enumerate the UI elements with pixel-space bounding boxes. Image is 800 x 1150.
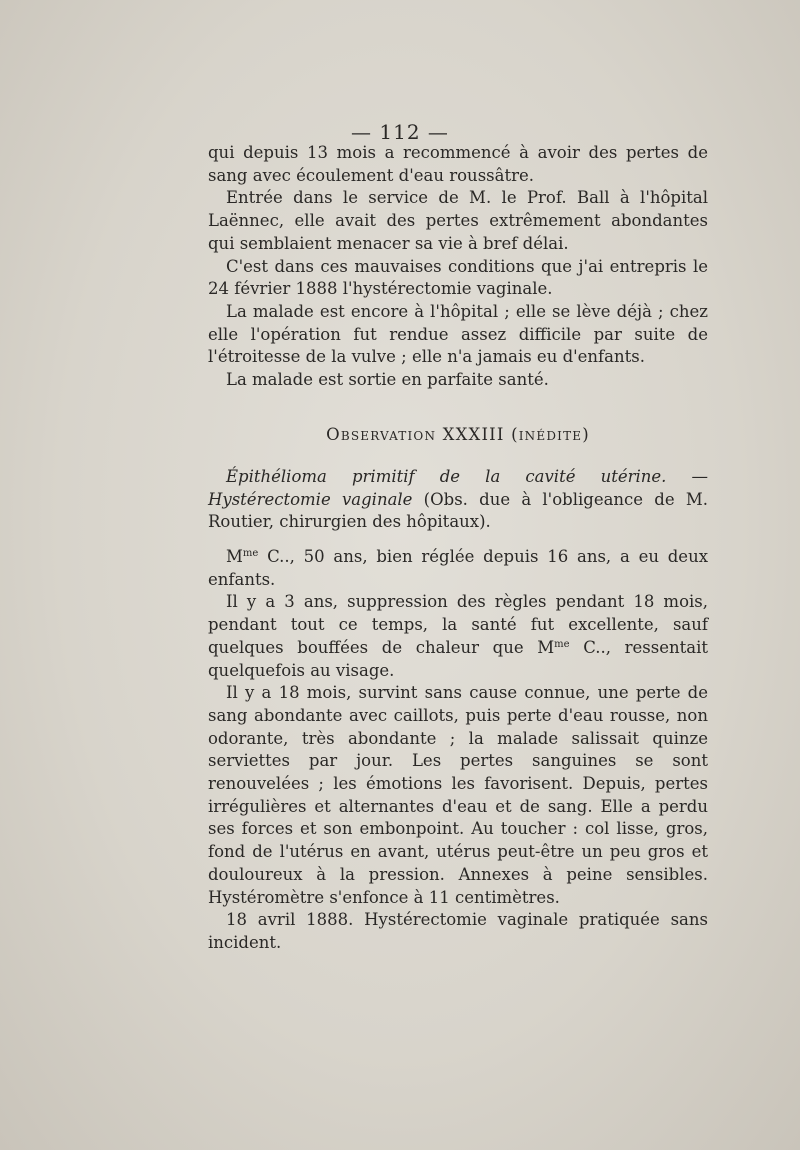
observation-heading: [208, 425, 708, 444]
paragraph: qui depuis 13 mois a recommencé à avoir des pertes de sang avec écoulement d'eau roussâtre.: [208, 143, 708, 185]
paragraph: Il y a 18 mois, survint sans cause connue, une perte de sang abondante avec caillots, puis perte d'eau rousse, non odorante, très abondante ; la malade salissait quinze serviettes par jour. Les pertes sanguines se sont renouvelées ; les émotions les favorisent. Depuis, pertes irrégulières et alternantes d'eau et de sang. Elle a perdu ses forces et son embonpoint. Au toucher : col lisse, gros, fond de l'utérus en avant, utérus peut-être un peu gros et douloureux à la pression. Annexes à peine sensibles. Hystéromètre s'enfonce à 11 centimètres.: [208, 683, 708, 907]
paragraph-text: Il y a 3 ans, suppression des règles pendant 18 mois, pendant tout ce temps, la santé fut excellente, sauf quelques bouffées de chaleur que M: [208, 592, 708, 657]
paragraph: 18 avril 1888. Hystérectomie vaginale pratiquée sans incident.: [208, 910, 708, 952]
paragraph: La malade est sortie en parfaite santé.: [226, 370, 549, 390]
page-number: — 112 —: [351, 120, 449, 144]
paragraph-text: C.., 50 ans, bien réglée depuis 16 ans, a eu deux enfants.: [208, 547, 708, 589]
paragraph: [208, 546, 708, 591]
honorific-sup: me: [554, 638, 570, 650]
paragraph: [208, 591, 708, 682]
observation-status: (inédite): [511, 425, 590, 444]
observation-number: XXXIII: [442, 425, 505, 444]
intro-text: [208, 142, 708, 392]
paragraph-text: C.., ressentait quelquefois au visage.: [208, 637, 708, 680]
observation-source-suffix: , chirurgien des hôpitaux).: [268, 512, 491, 532]
honorific-sup: me: [242, 548, 259, 559]
observation-source-prefix: (Obs. due à l'obligeance de M.: [412, 489, 708, 509]
observation-title-italic: Épithélioma primitif de la cavité utérine. — Hystérectomie vaginale: [208, 467, 708, 509]
case-text: [208, 546, 708, 955]
observation-label: Observation: [326, 425, 437, 444]
paragraph: La malade est encore à l'hôpital ; elle se lève déjà ; chez elle l'opération fut rendue assez difficile par suite de l'étroitesse de la vulve ; elle n'a jamais eu d'enfants.: [208, 301, 708, 367]
observation-source-author: Routier: [208, 512, 269, 532]
paragraph: Entrée dans le service de M. le Prof. Ball à l'hôpital Laënnec, elle avait des pertes extrêmement abondantes qui semblaient menacer sa vie à bref délai.: [208, 188, 708, 253]
honorific: M: [226, 547, 243, 566]
paragraph: C'est dans ces mauvaises conditions que j'ai entrepris le 24 février 1888 l'hystérectomie vaginale.: [208, 256, 708, 299]
observation-title: [208, 466, 708, 534]
